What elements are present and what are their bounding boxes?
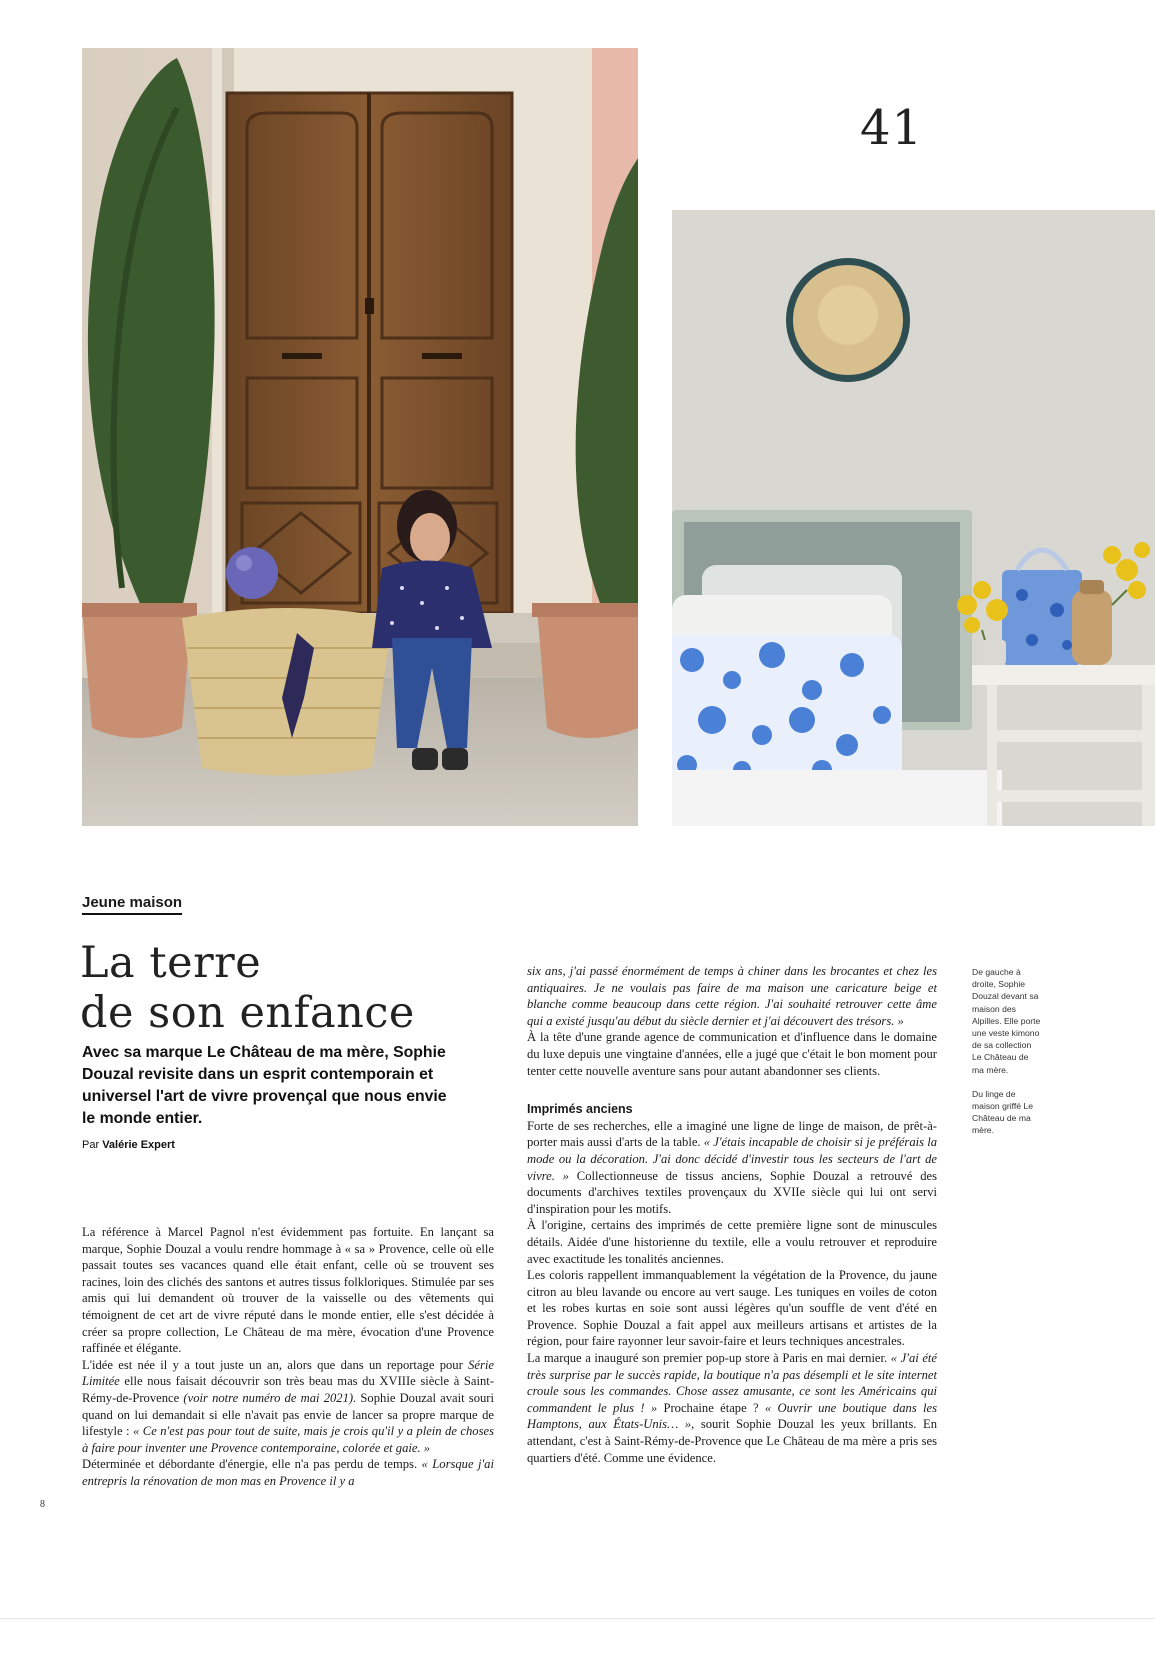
col2-p6-text-e: sourit Sophie Douzal les yeux brillants. En attendant, c'est à Saint-Rémy-de-Provence que Le Château de ma mère a pris ses quartiers d'été. Comme une évidence. (527, 1417, 937, 1465)
col2-p3-text-c: Collectionneuse de tissus anciens, Sophie Douzal a retrouvé des documents d'archives textiles provençaux du XVIIe siècle qui lui ont servi d'inspiration pour les motifs. (527, 1168, 937, 1216)
col1-p2-magazine-title: Série Limitée (82, 1357, 494, 1389)
col2-paragraph-1 (527, 963, 937, 1029)
bedroom-illustration (672, 210, 1155, 826)
headline-line-2: de son enfance (80, 988, 415, 1038)
col1-paragraph-1: La référence à Marcel Pagnol n'est évidemment pas fortuite. En lançant sa marque, Sophie Douzal a voulu rendre hommage à « sa » Provence, celle où elle passait toutes ses vacances quand elle était enfant, celle où se trouvent ses racines, loin des clichés des santons et autres tissus folkloriques. Stimulée par ses amis qui lui demandent où trouver de la vaisselle ou des vêtements qui témoignent de cet art de vivre réputé dans le monde entier, elle s'est décidée à créer sa propre collection, Le Château de ma mère, évocation d'une Provence raffinée et élégante. (82, 1225, 494, 1356)
byline-prefix: Par (82, 1139, 100, 1151)
byline-author: Valérie Expert (102, 1139, 175, 1151)
col1-p2-reference: (voir notre numéro de mai 2021). (183, 1390, 357, 1405)
col2-paragraph-5: Les coloris rappellent immanquablement la végétation de la Provence, du jaune citron au bleu lavande ou encore au vert sauge. Les tuniques en voiles de coton et les robes kurtas en soie sont aussi légères qu'un souffle de vent d'été en Provence. Sophie Douzal a fait appel aux meilleurs artisans et artistes de la région, pour faire rayonner leur savoir-faire et leurs techniques ancestrales. (527, 1268, 937, 1349)
byline (82, 1139, 175, 1151)
photo-doorway (82, 48, 638, 826)
col1-p2-quote: « Ce n'est pas pour tout de suite, mais je crois qu'il y a plein de choses à faire pour inventer une Provence contemporaine, colorée et gaie. » (82, 1424, 494, 1455)
col2-p6-quote-1: « J'ai été très surprise par le succès rapide, la boutique n'a pas désempli et le site internet croule sous les commandes. Chose assez amusante, ce sont les Américains qui commandent le plus ! » (527, 1351, 938, 1415)
subheading-imprimes: Imprimés anciens (527, 1102, 633, 1117)
col1-paragraph-2 (82, 1357, 494, 1457)
photo-caption (972, 966, 1042, 1149)
col1-p2-text-e: Sophie Douzal avait souri quand on lui demandait si elle n'avait pas envie de lancer sa propre marque de lifestyle : (82, 1390, 494, 1439)
vertical-brand-mark (1100, 1390, 1114, 1520)
photo-bedroom (672, 210, 1155, 826)
doorway-illustration (82, 48, 638, 826)
section-rubric: Jeune maison (82, 894, 182, 915)
body-column-2 (527, 963, 937, 1466)
col2-p3-text-a: Forte de ses recherches, elle a imaginé une ligne de linge de maison, de prêt-à-porter mais aussi d'arts de la table. (527, 1118, 937, 1150)
col1-p2-text-a: L'idée est née il y a tout juste un an, alors que dans un reportage pour (82, 1357, 463, 1372)
folio-number: 8 (40, 1499, 45, 1510)
article-lead: Avec sa marque Le Château de ma mère, Sophie Douzal revisite dans un esprit contemporain et universel l'art de vivre provençal que nous envie le monde entier. (82, 1044, 447, 1127)
col2-p1-quote: six ans, j'ai passé énormément de temps à chiner dans les brocantes et chez les antiquaires. Je ne voulais pas faire de ma maison une caricature beige et blanche comme beaucoup dans cette région. J'ai souhaité retrouver cette âme qui a existé jusqu'au début du siècle dernier et j'ai découvert des trésors. » (527, 964, 937, 1028)
col2-paragraph-6 (527, 1350, 937, 1466)
caption-2: Du linge de maison griffé Le Château de ma mère. (972, 1088, 1033, 1136)
col1-p2-text-c: elle nous faisait découvrir son très beau mas du XVIIIe siècle à Saint-Rémy-de-Provence (82, 1374, 494, 1405)
col2-p3-quote: « J'étais incapable de choisir si je préférais la mode ou la décoration. J'ai donc décidé d'investir tous les secteurs de l'art de vivre. » (527, 1135, 938, 1183)
bottom-divider (0, 1618, 1155, 1619)
col1-paragraph-3 (82, 1456, 494, 1489)
col1-p3-text: Déterminée et débordante d'énergie, elle n'a pas perdu de temps. (82, 1457, 418, 1472)
col2-paragraph-2: À la tête d'une grande agence de communication et d'influence dans le domaine du luxe depuis une vingtaine d'années, elle a jugé que c'était le bon moment pour tenter cette nouvelle aventure sans pour autant abandonner ses clients. (527, 1030, 937, 1078)
article-headline (80, 938, 520, 1038)
caption-1: De gauche à droite, Sophie Douzal devant sa maison des Alpilles. Elle porte une veste kimono de sa collection Le Château de ma mère. (972, 967, 1041, 1075)
col2-paragraph-3 (527, 1118, 937, 1218)
col2-p6-text-c: Prochaine étape ? (663, 1400, 759, 1415)
body-column-1 (82, 1224, 494, 1490)
col2-p6-quote-2: « Ouvrir une boutique dans les Hamptons, aux États-Unis… », (527, 1400, 938, 1432)
col2-paragraph-4: À l'origine, certains des imprimés de cette première ligne sont de minuscules détails. Aidée d'une historienne du textile, elle a voulu retrouver et reproduire avec exactitude les tonalités anciennes. (527, 1218, 937, 1266)
col1-p3-quote: « Lorsque j'ai entrepris la rénovation de mon mas en Provence il y a (82, 1457, 494, 1488)
page-number: 41 (860, 100, 924, 156)
headline-line-1: La terre (80, 938, 262, 988)
col2-p6-text-a: La marque a inauguré son premier pop-up store à Paris en mai dernier. (527, 1351, 888, 1366)
